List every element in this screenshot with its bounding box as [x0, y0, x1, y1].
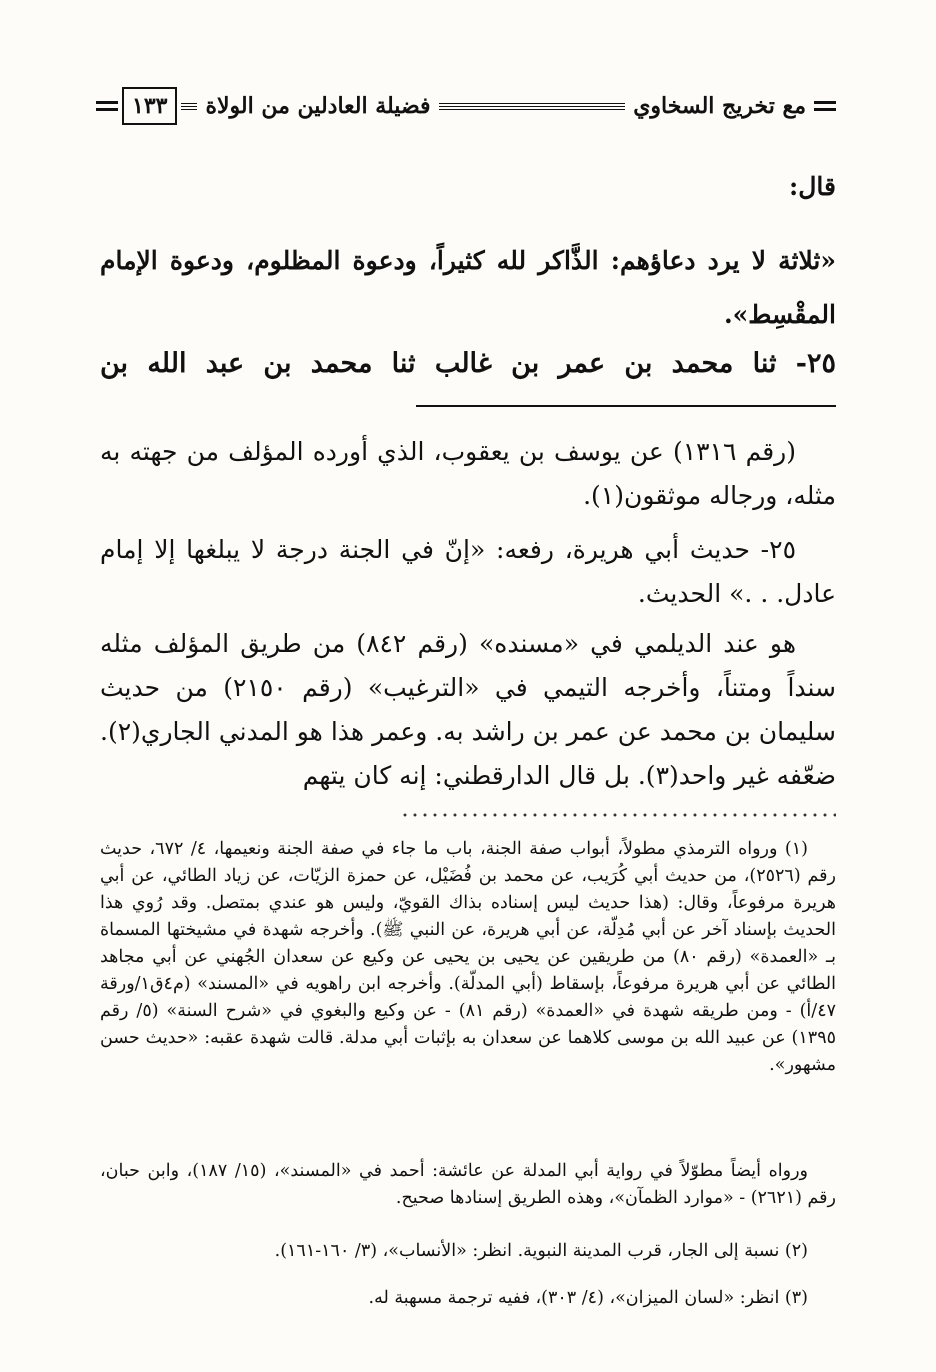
commentary-text: (رقم ١٣١٦) عن يوسف بن يعقوب، الذي أورده المؤلف من جهته به مثله، ورجاله موثقون(١). — [100, 437, 836, 510]
footnote-3 — [100, 1285, 836, 1312]
footnote-text: ورواه أيضاً مطوّلاً في رواية أبي المدلة عن عائشة: أحمد في «المسند»، (١٥/ ١٨٧)، وابن حبان، رقم (٢٦٢١) - «موارد الظمآن»، وهذه الطريق إسنادها صحيح. — [100, 1161, 836, 1208]
header-book-title: فضيلة العادلين من الولاة — [205, 93, 431, 119]
commentary-text: ٢٥- حديث أبي هريرة، رفعه: «إنّ في الجنة درجة لا يبلغها إلا إمام عادل. . .» الحديث. — [100, 535, 836, 608]
footnote-text: (١) ورواه الترمذي مطولاً، أبواب صفة الجنة، باب ما جاء في صفة الجنة ونعيمها، ٤/ ٦٧٢، حديث رقم (٢٥٢٦)، من حديث أبي كُرَيب، عن محمد بن فُضَيْل، عن حمزة الزيّات، عن زياد الطائي، عن أبي هريرة مرفوعاً، وقال: (هذا حديث ليس إسناده بذاك القويّ، وليس هو عندي بمتصل. وقد رُوي هذا الحديث بإسناد آخر عن أبي مُدِلّة، عن أبي هريرة، عن النبي ﷺ). وأخرجه شهدة في مشيختها المسماة بـ «العمدة» (رقم ٨٠) من طريقين عن يحيى بن يحيى عن وكيع عن سعدان الجُهني عن أبي مجاهد الطائي عن أبي هريرة مرفوعاً، بإسقاط (أبي المدلّة). وأخرجه ابن راهويه في «المسند» (م٤ق١/ورقة ٤٧/أ) - ومن طريقه شهدة في «العمدة» (رقم ٨١) - عن وكيع والبغوي في «شرح السنة» (٥/ رقم ١٣٩٥) عن عبيد الله بن موسى كلاهما عن سعدان به بإثبات أبي مدلة. قالت شهدة عقبه: «حديث حسن مشهور». — [100, 839, 837, 1075]
header-series: مع تخريج السخاوي — [633, 93, 806, 119]
header-ornament-end — [96, 101, 118, 111]
running-header — [96, 82, 836, 130]
commentary-paragraph — [100, 430, 836, 518]
commentary-paragraph — [100, 528, 836, 616]
hadith-text: «ثلاثة لا يرد دعاؤهم: الذَّاكر لله كثيراً، ودعوة المظلوم، ودعوة الإمام المقْسِط». — [100, 246, 836, 329]
page-number: ١٣٣ — [122, 87, 177, 125]
footnote-2 — [100, 1238, 836, 1265]
footnote-1 — [100, 836, 836, 1079]
footnote-text: (٢) نسبة إلى الجار، قرب المدينة النبوية. انظر: «الأنساب»، (٣/ ١٦٠-١٦١). — [274, 1241, 808, 1261]
section-separator — [416, 405, 836, 407]
footnote-separator — [400, 812, 836, 818]
header-ornament — [814, 101, 836, 111]
commentary-text: هو عند الديلمي في «مسنده» (رقم ٨٤٢) من طريق المؤلف مثله سنداً ومتناً، وأخرجه التيمي في «الترغيب» (رقم ٢١٥٠) من حديث سليمان بن محمد عن عمر بن راشد به. وعمر هذا هو المدني الجاري(٢). ضعّفه غير واحد(٣). بل قال الدارقطني: إنه كان يتهم — [100, 629, 836, 790]
commentary-paragraph — [100, 622, 836, 798]
header-rule-short — [181, 103, 197, 110]
footnote-text: (٣) انظر: «لسان الميزان»، (٤/ ٣٠٣)، ففيه ترجمة مسهبة له. — [368, 1288, 808, 1308]
isnad-line: ٢٥- ثنا محمد بن عمر بن غالب ثنا محمد بن عبد الله بن — [100, 348, 836, 379]
qal-label: قال: — [789, 172, 836, 201]
footnote-1-continued — [100, 1158, 836, 1212]
header-rule — [439, 103, 626, 110]
